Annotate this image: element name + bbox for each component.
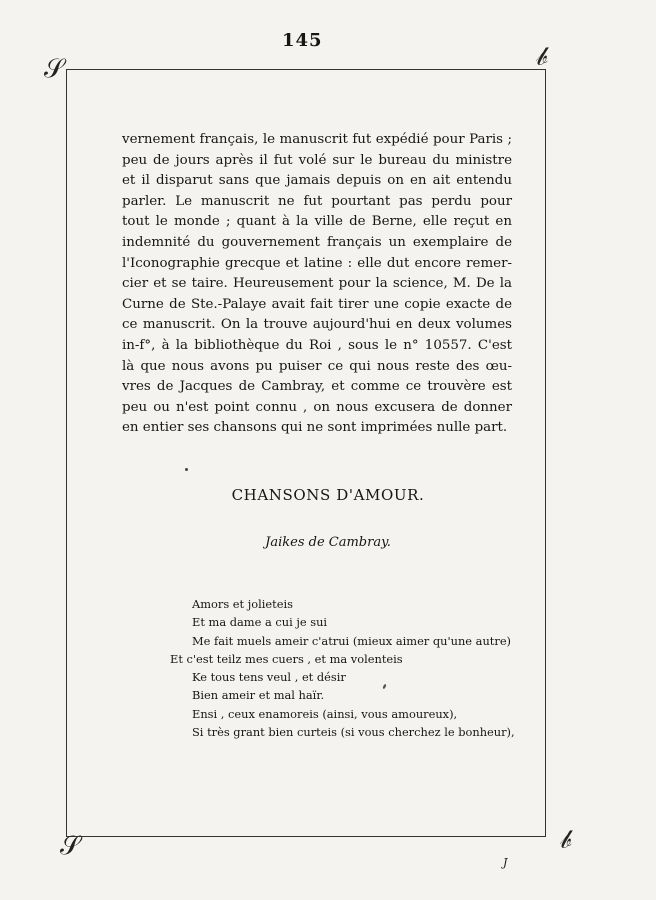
corner-ornament-bottom-right: 𝒷 <box>560 825 572 855</box>
body-line: vres de Jacques de Cambray, et comme ce trouvère est <box>122 379 512 395</box>
poem-verse: Et c'est teilz mes cuers , et ma volenteis <box>170 651 403 666</box>
poem-author: Jaikes de Cambray. <box>265 535 391 550</box>
section-title: CHANSONS D'AMOUR. <box>231 486 425 504</box>
poem-verse: Et ma dame a cui je sui <box>192 615 328 630</box>
poem-verse: Bien ameir et mal haïr. <box>192 688 325 703</box>
body-line: l'Iconographie grecque et latine : elle dut encore remer- <box>122 255 512 271</box>
body-line: ce manuscrit. On la trouve aujourd'hui en deux volumes <box>122 317 512 333</box>
corner-ornament-top-right: 𝒷 <box>536 42 548 72</box>
body-line: cier et se taire. Heureusement pour la science, M. De la <box>122 276 512 292</box>
body-line: et il disparut sans que jamais depuis on en ait entendu <box>122 173 512 189</box>
page-number: 145 <box>282 30 323 51</box>
poem-block <box>170 595 515 741</box>
body-line: peu de jours après il fut volé sur le bureau du ministre <box>122 152 512 168</box>
corner-ornament-bottom-left: 𝒮 <box>60 831 81 861</box>
poem-verse: Ensi , ceux enamoreis (ainsi, vous amoureux), <box>192 706 458 721</box>
body-line: vernement français, le manuscrit fut expédié pour Paris ; <box>122 132 512 147</box>
body-line: in-f°, à la bibliothèque du Roi , sous le n° 10557. C'est <box>122 337 512 353</box>
body-line: en entier ses chansons qui ne sont imprimées nulle part. <box>122 420 508 436</box>
body-line: parler. Le manuscrit ne fut pourtant pas perdu pour <box>122 193 512 209</box>
body-line: Curne de Ste.-Palaye avait fait tirer une copie exacte de <box>122 296 512 312</box>
body-line: tout le monde ; quant à la ville de Berne, elle reçut en <box>122 214 512 230</box>
poem-verse: Me fait muels ameir c'atrui (mieux aimer qu'une autre) <box>192 633 512 648</box>
body-line: peu ou n'est point connu , on nous excusera de donner <box>122 399 512 415</box>
poem-verse: Si très grant bien curteis (si vous cherchez le bonheur), <box>192 725 515 740</box>
poem-verse: Ke tous tens veul , et désir <box>192 670 346 685</box>
body-line: là que nous avons pu puiser ce qui nous reste des œu- <box>122 358 512 374</box>
body-paragraph <box>122 130 512 439</box>
ink-dot <box>185 468 188 471</box>
signature-mark: J <box>503 856 508 869</box>
body-line: indemnité du gouvernement français un exemplaire de <box>122 234 512 250</box>
poem-verse: Amors et jolieteis <box>192 597 293 611</box>
corner-ornament-top-left: 𝒮 <box>44 54 65 84</box>
